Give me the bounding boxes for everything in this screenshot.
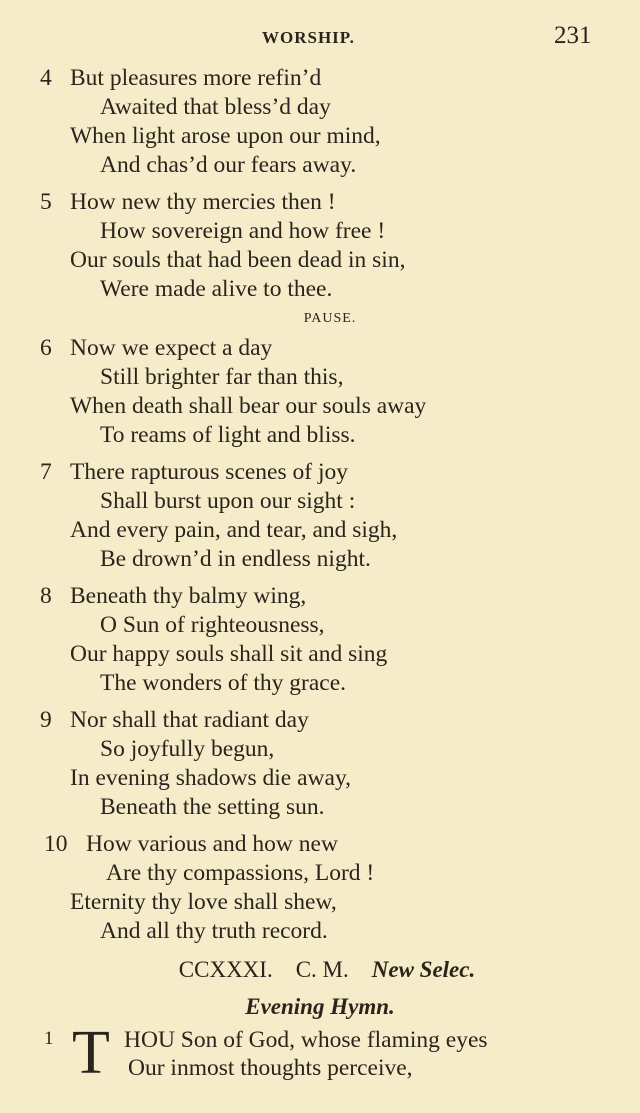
stanza-7 (0, 458, 640, 574)
verse-line: Eternity thy love shall shew, (70, 889, 337, 915)
stanza-number: 7 (40, 459, 52, 485)
page-header (0, 22, 640, 52)
verse-line: To reams of light and bliss. (100, 422, 356, 448)
verse-line: Our happy souls shall sit and sing (70, 641, 388, 667)
verse-line: And all thy truth record. (100, 918, 328, 944)
stanza-number: 5 (40, 189, 52, 215)
page-number: 231 (554, 22, 592, 49)
verse-line: And chas’d our fears away. (100, 152, 357, 178)
pause-heading: PAUSE. (303, 311, 357, 326)
hymn-title: Evening Hymn. (245, 994, 395, 1019)
verse-line: Shall burst upon our sight : (100, 488, 356, 514)
drop-cap: T (72, 1019, 110, 1087)
stanza-6 (0, 334, 640, 450)
stanza-number: 9 (40, 707, 52, 733)
verse-line: Were made alive to thee. (100, 276, 333, 302)
verse-line: HOU Son of God, whose flaming eyes (124, 1027, 488, 1053)
hymn-body (0, 64, 640, 1090)
verse-line: There rapturous scenes of joy (70, 459, 348, 485)
stanza-9 (0, 706, 640, 822)
running-head: WORSHIP. (262, 28, 355, 47)
stanza-number: 10 (44, 831, 68, 857)
hymn-heading (0, 950, 640, 990)
hymn-meter: C. M. (295, 957, 349, 982)
stanza-5 (0, 188, 640, 304)
verse-line: Now we expect a day (70, 335, 273, 361)
stanza-1 (0, 1019, 640, 1090)
verse-line: Still brighter far than this, (100, 364, 344, 390)
hymn-source: New Selec. (371, 957, 476, 982)
stanza-number: 6 (40, 335, 52, 361)
verse-line: Nor shall that radiant day (70, 707, 309, 733)
verse-line: And every pain, and tear, and sigh, (70, 517, 398, 543)
verse-line: Awaited that bless’d day (100, 94, 331, 120)
verse-line: Our souls that had been dead in sin, (70, 247, 406, 273)
verse-line: How various and how new (86, 831, 338, 857)
verse-line: Our inmost thoughts perceive, (128, 1055, 413, 1081)
verse-line: How sovereign and how free ! (100, 218, 386, 244)
hymn-numeral: CCXXXI. (178, 957, 273, 982)
verse-line: O Sun of righteousness, (100, 612, 325, 638)
stanza-number: 1 (44, 1028, 54, 1049)
verse-line: Beneath the setting sun. (100, 794, 325, 820)
stanza-10 (0, 830, 640, 946)
verse-line: Are thy compassions, Lord ! (106, 860, 375, 886)
stanza-number: 8 (40, 583, 52, 609)
verse-line: When death shall bear our souls away (70, 393, 427, 419)
verse-line: Be drown’d in endless night. (100, 546, 371, 572)
verse-line: The wonders of thy grace. (100, 670, 347, 696)
verse-line: In evening shadows die away, (70, 765, 352, 791)
verse-line: Beneath thy balmy wing, (70, 583, 307, 609)
verse-line: How new thy mercies then ! (70, 189, 336, 215)
verse-line: But pleasures more refin’d (70, 65, 322, 91)
stanza-number: 4 (40, 65, 52, 91)
verse-line: When light arose upon our mind, (70, 123, 381, 149)
stanza-8 (0, 582, 640, 698)
verse-line: So joyfully begun, (100, 736, 275, 762)
stanza-4 (0, 64, 640, 180)
